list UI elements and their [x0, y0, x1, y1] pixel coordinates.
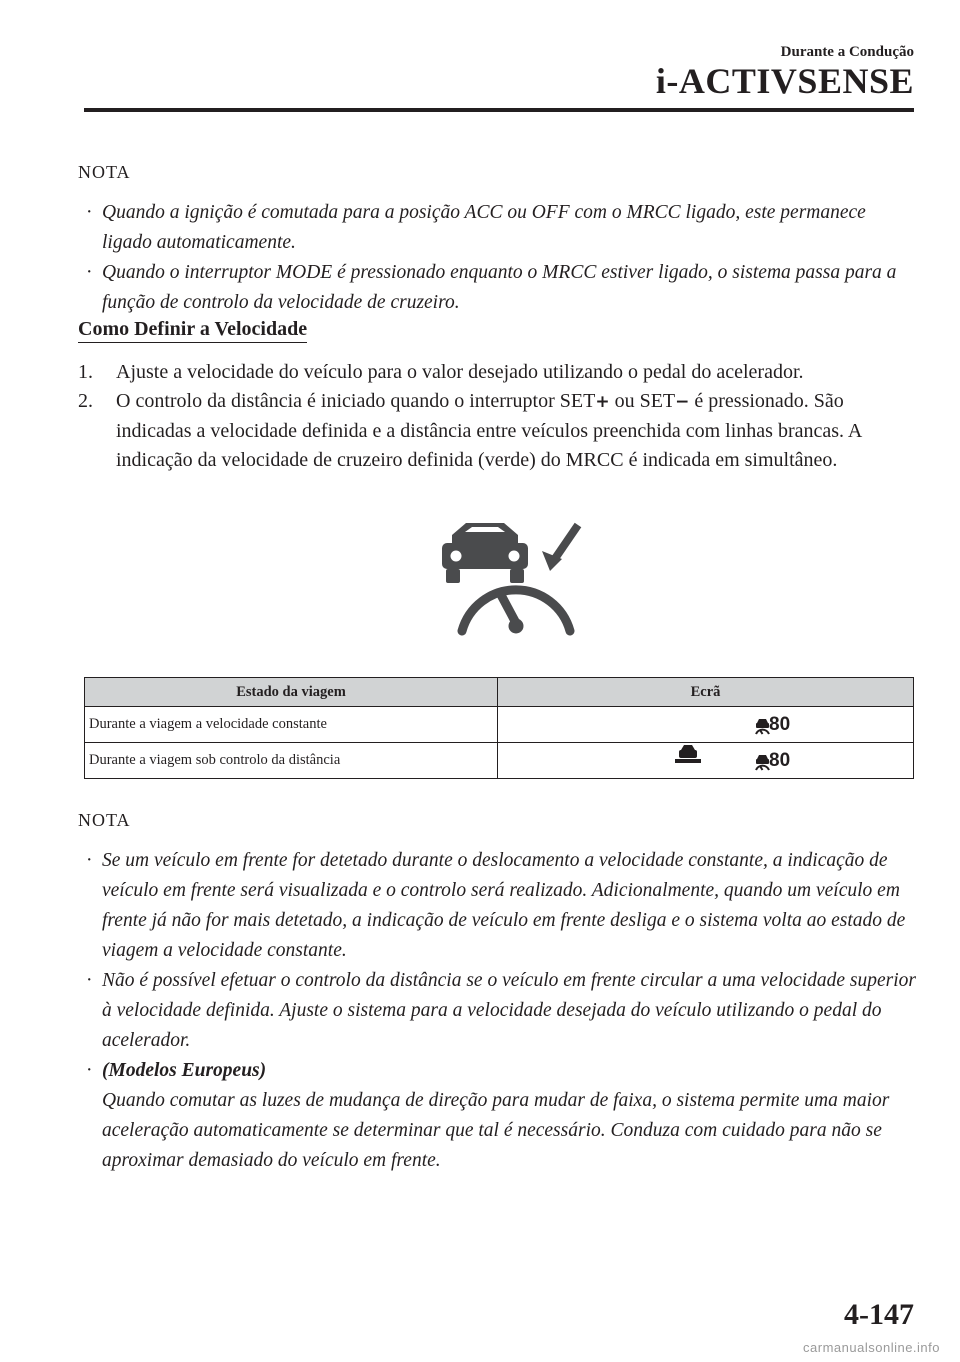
- set-minus-symbol: −: [675, 392, 690, 412]
- table-row: [85, 743, 914, 779]
- step-text: Ajuste a velocidade do veículo para o valor desejado utilizando o pedal do acelerador.: [116, 361, 804, 383]
- section-heading: Como Definir a Velocidade: [78, 318, 307, 343]
- table-header-state: Estado da viagem: [85, 678, 498, 707]
- note-item: · Não é possível efetuar o controlo da distância se o veículo em frente circular a uma velocidade superior à velocidade definida. Ajuste o sistema para a velocidade desejada do veículo utilizando o pedal do acelerador.: [78, 966, 918, 1056]
- note-list: [78, 198, 918, 318]
- table-cell-display: [498, 743, 914, 779]
- vehicle-ahead-icon: [442, 523, 528, 583]
- step-text: O controlo da distância é iniciado quando o interruptor SET: [116, 390, 596, 412]
- note-item: · Quando o interruptor MODE é pressionado enquanto o MRCC estiver ligado, o sistema passa para a função de controlo da velocidade de cruzeiro.: [78, 258, 918, 318]
- step-item: [78, 358, 918, 387]
- table-header-display: Ecrã: [498, 678, 914, 707]
- set-plus-symbol: +: [595, 392, 610, 412]
- table-cell-state: Durante a viagem sob controlo da distância: [85, 743, 498, 779]
- pointer-arrow-icon: [542, 525, 578, 571]
- table-header-row: [85, 678, 914, 707]
- set-speed-value: 80: [769, 713, 791, 735]
- note-item-heading: (Modelos Europeus): [102, 1060, 267, 1081]
- note-item: · Quando a ignição é comutada para a posição ACC ou OFF com o MRCC ligado, este permanece ligado automaticamente.: [78, 198, 918, 258]
- step-text: ou SET: [609, 390, 676, 412]
- table-cell-display: [498, 707, 914, 743]
- step-number: 2.: [78, 390, 93, 412]
- note-item-text: Quando comutar as luzes de mudança de direção para mudar de faixa, o sistema permite uma maior aceleração automaticamente se determinar que tal é necessário. Conduza com cuidado para não se aproximar demasiado do veículo em frente.: [102, 1090, 890, 1171]
- header-section-label: Durante a Condução: [780, 44, 914, 60]
- note-label: NOTA: [78, 810, 131, 830]
- header-divider: [84, 108, 914, 112]
- header-title: i-ACTIVSENSE: [655, 61, 914, 101]
- note-label: NOTA: [78, 162, 131, 182]
- steps-list: [78, 358, 918, 475]
- gauge-needle-hub-icon: [509, 619, 524, 634]
- note-list: [78, 846, 918, 1176]
- page-number: 4-147: [844, 1298, 914, 1331]
- set-speed-value: 80: [769, 749, 791, 771]
- driving-status-table: [84, 677, 914, 779]
- note-item: [78, 1056, 918, 1176]
- table-row: [85, 707, 914, 743]
- note-item: · Se um veículo em frente for detetado durante o deslocamento a velocidade constante, a indicação de veículo em frente será visualizada e o controlo será realizado. Adicionalmente, quando um veículo em frente já não for mais detetado, a indicação de veículo em frente desliga e o sistema volta ao estado de viagem a velocidade constante.: [78, 846, 918, 966]
- mrcc-indicator-illustration: [434, 519, 584, 637]
- watermark-text: carmanualsonline.info: [803, 1340, 940, 1355]
- step-number: 1.: [78, 361, 93, 383]
- step-text: é pressionado. São indicadas a velocidade definida e a distância entre veículos preenchida com linhas brancas. A indicação da velocidade de cruzeiro definida (verde) do MRCC é indicada em simultâneo.: [116, 390, 862, 471]
- table-cell-state: Durante a viagem a velocidade constante: [85, 707, 498, 743]
- vehicle-ahead-icon: [675, 744, 701, 764]
- step-item: [78, 387, 918, 475]
